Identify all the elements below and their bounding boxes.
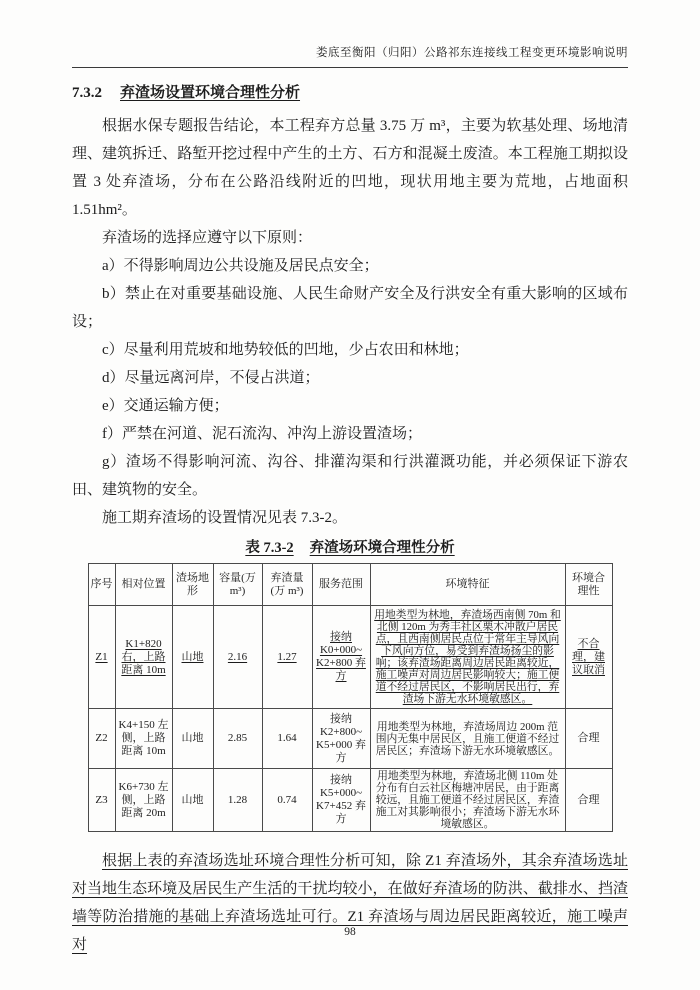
cell-capacity: 2.16 — [213, 606, 262, 709]
table-row — [88, 709, 612, 769]
table-caption-title: 弃渣场环境合理性分析 — [309, 540, 455, 556]
table-row — [88, 606, 612, 709]
cell-no: Z2 — [88, 709, 115, 769]
cell-no: Z3 — [88, 769, 115, 832]
cell-rationality: 合理 — [565, 769, 612, 832]
column-header-rationality: 环境合理性 — [565, 564, 612, 606]
cell-capacity: 1.28 — [213, 769, 262, 832]
principle-item-d: d）尽量远离河岸，不侵占洪道； — [102, 370, 320, 386]
principle-item-b: b）禁止在对重要基础设施、人民生命财产安全及行洪安全有重大影响的区域布设； — [72, 286, 628, 330]
column-header-position: 相对位置 — [115, 564, 172, 606]
table-row — [88, 769, 612, 832]
paragraph-intro: 根据水保专题报告结论，本工程弃方总量 3.75 万 m³，主要为软基处理、场地清理、建筑拆迁、路堑开挖过程中产生的土方、石方和混凝土废渣。本工程施工期拟设置 3 处弃渣场，分布在公路沿线附近的凹地，现状用地主要为荒地，占地面积1.51hm²。 — [72, 118, 628, 218]
cell-service: 接纳 K2+800~ K5+000 弃方 — [312, 709, 370, 769]
principle-item-e: e）交通运输方便； — [102, 398, 229, 414]
paragraph-table-ref: 施工期弃渣场的设置情况见表 7.3-2。 — [102, 510, 347, 526]
cell-features: 用地类型为林地，弃渣场周边 200m 范围内无集中居民区，且施工便道不经过居民区；弃渣场下游无水环境敏感区。 — [370, 709, 565, 769]
cell-terrain: 山地 — [172, 709, 213, 769]
column-header-service: 服务范围 — [312, 564, 370, 606]
column-header-no: 序号 — [88, 564, 115, 606]
cell-rationality: 不合理，建议取消 — [565, 606, 612, 709]
cell-position: K4+150 左侧，上路 距离 10m — [115, 709, 172, 769]
cell-no: Z1 — [88, 606, 115, 709]
cell-features: 用地类型为林地，弃渣场西南侧 70m 和北侧 120m 为秀丰社区栗木冲散户居民点，且西南侧居民点位于常年主导风向下风向方位，易受到弃渣场扬尘的影响；该弃渣场距离周边居民距离较近，施工噪声对周边居民影响较大；施工便道不经过居民区，不影响居民出行，弃渣场下游无水环境敏感区。 — [370, 606, 565, 709]
table-header-row — [88, 564, 612, 606]
page-content — [72, 82, 628, 959]
section-number: 7.3.2 — [72, 85, 102, 101]
cell-service: 接纳 K0+000~ K2+800 弃方 — [312, 606, 370, 709]
column-header-terrain: 渣场地形 — [172, 564, 213, 606]
data-table — [88, 563, 613, 832]
cell-service: 接纳 K5+000~ K7+452 弃方 — [312, 769, 370, 832]
cell-position: K1+820 右，上路 距离 10m — [115, 606, 172, 709]
cell-volume: 0.74 — [262, 769, 312, 832]
table-caption — [72, 537, 628, 559]
cell-capacity: 2.85 — [213, 709, 262, 769]
cell-features: 用地类型为林地，弃渣场北侧 110m 处分布有白云社区梅塘冲居民，由于距离较远，且施工便道不经过居民区，弃渣施工对其影响很小；弃渣场下游无水环境敏感区。 — [370, 769, 565, 832]
column-header-volume: 弃渣量 (万 m³) — [262, 564, 312, 606]
cell-terrain: 山地 — [172, 606, 213, 709]
principle-item-c: c）尽量利用荒坡和地势较低的凹地，少占农田和林地； — [102, 342, 469, 358]
column-header-features: 环境特征 — [370, 564, 565, 606]
paragraph-principles-lead: 弃渣场的选择应遵守以下原则： — [102, 230, 313, 246]
section-title: 弃渣场设置环境合理性分析 — [120, 85, 301, 101]
paragraph-conclusion: 根据上表的弃渣场选址环境合理性分析可知，除 Z1 弃渣场外，其余弃渣场选址对当地生态环境及居民生产生活的干扰均较小，在做好弃渣场的防洪、截排水、挡渣墙等防治措施的基础上弃渣场选址可行。Z1 弃渣场与周边居民距离较近，施工噪声对 — [72, 853, 628, 953]
cell-rationality: 合理 — [565, 709, 612, 769]
cell-position: K6+730 左侧，上路 距离 20m — [115, 769, 172, 832]
cell-volume: 1.27 — [262, 606, 312, 709]
column-header-capacity: 容量(万 m³) — [213, 564, 262, 606]
section-heading — [72, 82, 628, 104]
cell-terrain: 山地 — [172, 769, 213, 832]
page-number: 98 — [344, 926, 356, 938]
principle-item-a: a）不得影响周边公共设施及居民点安全； — [102, 258, 379, 274]
table-caption-label: 表 7.3-2 — [245, 540, 294, 556]
cell-volume: 1.64 — [262, 709, 312, 769]
running-header: 娄底至衡阳（归阳）公路祁东连接线工程变更环境影响说明 — [72, 44, 628, 68]
principle-item-g: g）渣场不得影响河流、沟谷、排灌沟渠和行洪灌溉功能，并必须保证下游农田、建筑物的安全。 — [72, 454, 628, 498]
principle-item-f: f）严禁在河道、泥石流沟、冲沟上游设置渣场； — [102, 426, 422, 442]
